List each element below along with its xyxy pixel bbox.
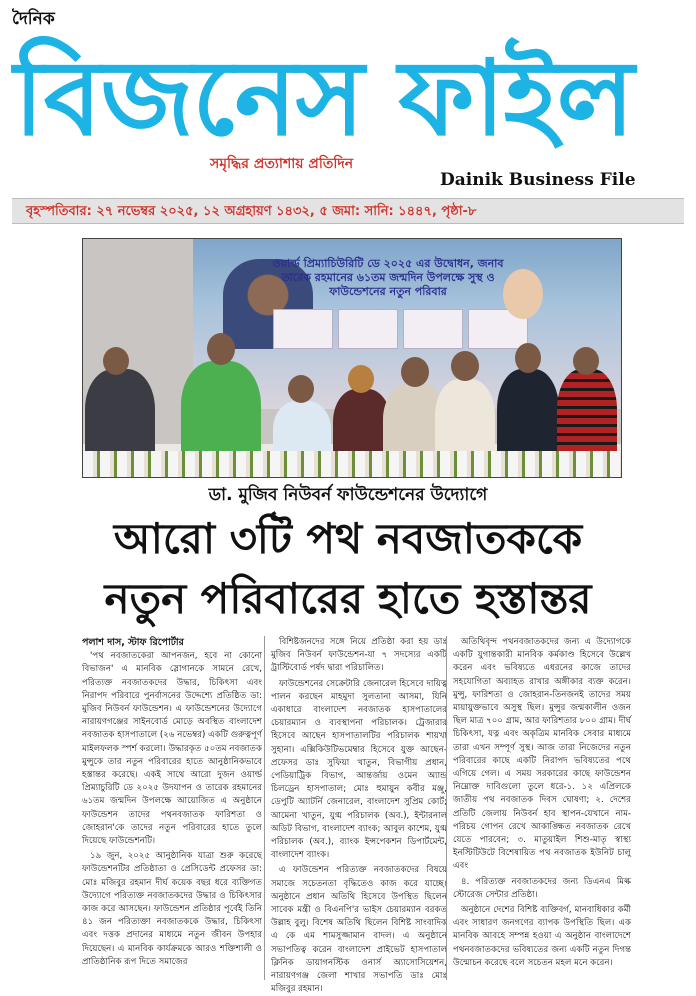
paragraph: বিশিষ্টজনদের সঙ্গে নিয়ে প্রতিষ্ঠা করা হয় ডাঃ মুজিব নিউবর্ন ফাউন্ডেশন-যা ৭ সদস্যের একটি ট্রাস্টিবোর্ড পর্ষদ দ্বারা পরিচালিত। [271,637,447,674]
paragraph: ফাউন্ডেশনের সেক্রেটারি জেনারেল হিসেবে দায়িত্ব পালন করছেন মাহমুদা সুলতানা আসমা, যিনি একাধারে বাংলাদেশ নবজাতক হাসপাতালের চেয়ারম্যান ও ব্যবস্থাপনা পরিচালক। ট্রেজারার হিসেবে আছেন হাসপাতালটির পরিচালক শায়খা সুহানা। এক্সিকিউটিভমেম্বার হিসেবে যুক্ত আছেন-প্রফেসর ডাঃ সুফিয়া খাতুন, বিভাগীয় প্রধান, পেডিয়াট্রিক বিভাগ, আন্তর্জায় ওমেন অ্যান্ড চিলড্রেন হাসপাতাল; মোঃ হুমায়ুন কবীর মঞ্জু, ডেপুটি অ্যাটর্নি জেনারেল, বাংলাদেশ সুপ্রিম কোর্ট; আমেনা খাতুন, যুগ্ম পরিচালক (অব.), ইন্টারনাল অডিট বিভাগ, বাংলাদেশ ব্যাংক; আবুল কাশেম, যুগ্ম পরিচালক (অব.), ব্যাংক ইন্সপেকশন ডিপার্টমেন্ট, বাংলাদেশ ব্যাংক। [271,678,447,861]
paragraph: 'পথ নবজাতকেরা আপনজন, হবে না কোনো বিভাজন' এ মানবিক স্লোগানকে সামনে রেখে, পরিত্যক্ত নবজাতকদের উদ্ধার, চিকিৎসা এবং নিরাপদ পরিবারে পুনর্বাসনের উদ্দেশ্যে প্রতিষ্ঠিত ডা: মুজিব নিউবর্ন ফাউন্ডেশন। এ ফাউন্ডেশনের উদ্যোগে নারায়ণগঞ্জের সাইনবোর্ড মোড়ে অবস্থিত বাংলাদেশ নবজাতক হাসপাতালে (২৬ নভেম্বর) একটি গুরুত্বপূর্ণ মাইলফলক স্পর্শ করলো। উদ্ধারকৃত ৫০তম নবজাতক মুন্সুকে তার নতুন পরিবারের হাতে আনুষ্ঠানিকভাবে হস্তান্তর করেছে। একই সাথে আরো দুজন ওয়ার্ল্ড প্রিম্যাচুরিটি ডে ২০২৫ উদযাপন ও তারেক রহমানের ৬১তম জন্মদিন উপলক্ষে আয়োজিত এ অনুষ্ঠানে ফাউন্ডেশন তাদের পথনবজাতক ফারিশতা ও জোহরান'কে তাদের নতুন পরিবারের হাতে তুলে দিয়েছে ফাউন্ডেশনটি। [82,651,262,847]
paragraph: ১৯ জুন, ২০২৫ আনুষ্ঠানিক যাত্রা শুরু করেছে ফাউন্ডেশনটির প্রতিষ্ঠাতা ও প্রেসিডেন্ট প্রফেসর ডা: মোঃ মজিবুর রহমান দীর্ঘ কয়েক বছর ধরে ব্যক্তিগত উদ্যোগে পরিত্যক্ত নবজাতকদের উদ্ধার ও চিকিৎসার কাজ করে আসছেন। ফাউন্ডেশন প্রতিষ্ঠার পূর্বেই তিনি ৪১ জন পরিত্যক্তা নবজাতককে উদ্ধার, চিকিৎসা এবং দত্তক প্রদানের মাধ্যমে নতুন জীবন উপহার দিয়েছেন। এ মানবিক কার্যক্রমকে আরও শক্তিশালী ও প্রাতিষ্ঠানিক রূপ দিতে সমাজের [82,851,262,967]
english-name: Dainik Business File [440,170,636,190]
headline-line-1: আরো ৩টি পথ নবজাতককে [113,514,583,563]
banner-card [273,309,333,349]
person-head [401,357,429,387]
article-column-1 [82,636,262,980]
dateline-text: বৃহস্পতিবার: ২৭ নভেম্বর ২০২৫, ১২ অগ্রহায়ণ ১৪৩২, ৫ জমা: সানি: ১৪৪৭, পৃষ্ঠা-৮ [26,204,477,219]
person-head [288,375,314,403]
paragraph: অতিথিবৃন্দ পথনবজাতকদের জন্য এ উদ্যোগকে একটি যুগান্তকারী মানবিক কর্মকাণ্ড হিসেবে উল্লেখ করেন এবং ভবিষ্যতে এধরনের কাজে তাদের সহযোগিতা অব্যাহত রাখার অঙ্গীকার ব্যক্ত করেন। মুন্সু, ফারিশতা ও জোহরান-তিনজনই তাদের সময় মায়ায়ুক্তভাবে অসুস্থ ছিল। মুন্সুর জন্মকালীন ওজন ছিল মাত্র ৭০০ গ্রাম, আর ফারিশতার ৮০০ গ্রাম। দীর্ঘ চিকিৎসা, যত্ন এবং অকৃত্রিম মানবিক সেবার মাধ্যমে তারা এখন সম্পূর্ণ সুস্থ। আজ তারা নিজেদের নতুন পরিবারের কাছে একটি নিরাপদ ভবিষ্যতের পথে এগিয়ে গেল। এ সময় সরকারের কাছে ফাউন্ডেশন নিম্নোক্ত দাবিগুলো তুলে ধরে-১. ১২ এপ্রিলকে জাতীয় পথ নবজাতক দিবস ঘোষণা; ২. দেশের প্রতিটি জেলায় নিউবর্ন হাব স্থাপন-যেখানে নাম-পরিচয় গোপন রেখে আকাঙ্ক্ষিত নবজাতক রেখে যেতে পারবেন; ৩. মাতুয়াইল শিশু-মাতৃ স্বাস্থ্য ইনস্টিটিউটে বিশেষায়িত পথ নবজাতক ইউনিট চালু এবং [453,637,631,872]
article-kicker: ডা. মুজিব নিউবর্ন ফাউন্ডেশনের উদ্যোগে [208,485,488,505]
paragraph: এ ফাউন্ডেশন পরিত্যক্ত নবজাতকদের বিষয়ে সমাজে সচেতনতা বৃদ্ধিতেও কাজ করে যাচ্ছে। অনুষ্ঠানে প্রধান অতিথি হিসেবে উপস্থিত ছিলেন সাবেক মন্ত্রী ও বিএনপি'র ভাইস চেয়ারম্যান বরকত উল্লাহ বুলু। বিশেষ অতিথি ছিলেন বিশিষ্ট সাংবাদিক এ কে এম শামসুজ্জামান বাদল। এ অনুষ্ঠানে সভাপতিত্ব করেন বাংলাদেশ প্রাইভেট হাসপাতাল ক্লিনিক ডায়াগনস্টিক ওনার্স অ্যাসোসিয়েশন, নারায়ণগঞ্জ জেলা শাখার সভাপতি ডাঃ মোঃ মজিবুর রহমান। [271,865,447,995]
tagline: সমৃদ্ধির প্রত্যাশায় প্রতিদিন [210,156,354,172]
article-column-2 [264,636,447,995]
flower-arrangement [83,451,621,477]
person-head [348,365,374,393]
headline-line-2: নতুন পরিবারের হাতে হস্তান্তর [104,574,592,623]
person-head [451,351,479,381]
person-head [207,333,235,365]
banner-card [338,309,398,349]
paragraph: ৪. পরিত্যক্ত নবজাতকদের জন্য ডিএনএ মিল্ক স্টোরেজ সেন্টার প্রতিষ্ঠা। [453,876,631,900]
event-photo [82,238,622,478]
article-column-3 [446,636,631,980]
banner-card [403,309,463,349]
newspaper-name: বিজনেস ফাইল [14,37,634,159]
masthead-daily-label: দৈনিক [12,9,55,29]
paragraph: অনুষ্ঠানে দেশের বিশিষ্ট ব্যক্তিবর্গ, মানবাধিকার কর্মী এবং সাধারণ জনগণের ব্যাপক উপস্থিতি ছিল। এক মানবিক আবহে সম্পন্ন হওয়া এ অনুষ্ঠান বাংলাদেশে পথনবজাতকদের ভবিষ্যতের জন্য একটি নতুন দিগন্ত উন্মোচন করেছে বলে সচেতন মহল মনে করেন। [453,905,631,968]
banner-title: ওয়ার্ল্ড প্রিম্যাচিউরিটি ডে ২০২৫ এর উদ্বোধন, জনাব তারেক রহমানের ৬১তম জন্মদিন উপলক্ষে সুস্থ ও ফাউন্ডেশনের নতুন পরিবার [272,257,504,298]
person-head [515,343,541,373]
dateline-bar [12,198,684,224]
byline: পলাশ দাস, স্টাফ রিপোর্টার [82,637,184,648]
person-head [103,347,129,375]
banner-portrait-right [503,269,543,319]
person-head [573,347,599,375]
